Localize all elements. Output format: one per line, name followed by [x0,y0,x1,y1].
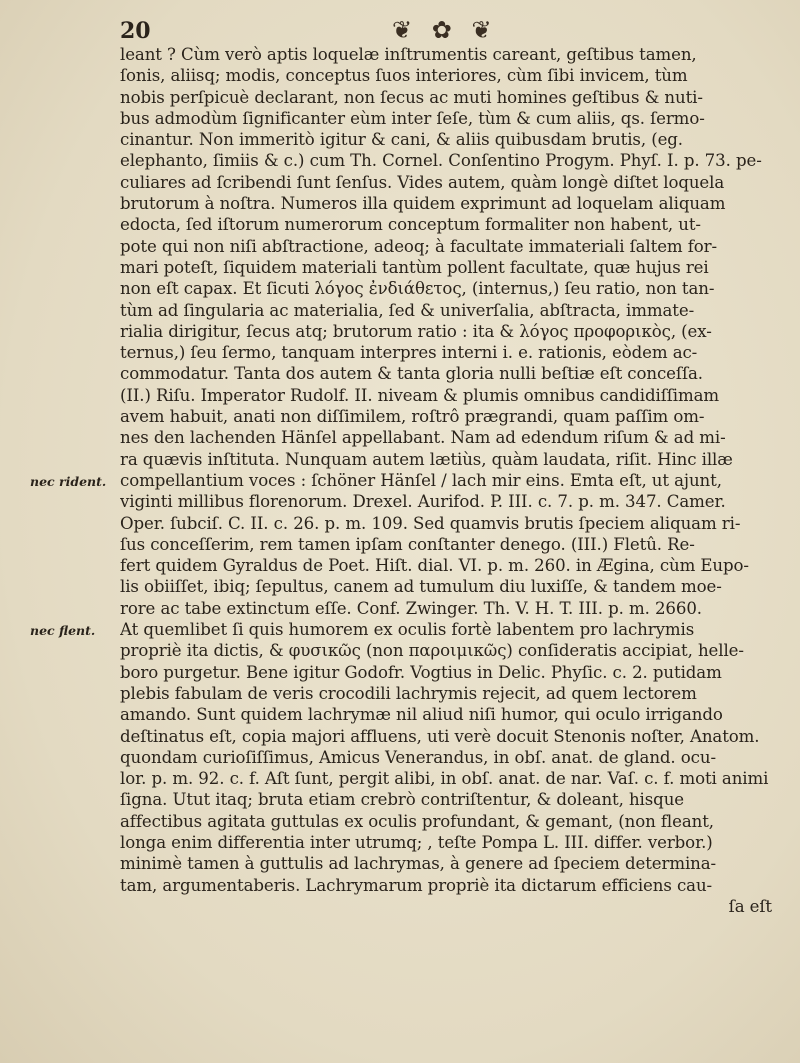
text-line: rialia dirigitur, ſecus atq; brutorum ratio : ita & λόγος προφορικὸς, (ex- [120,321,712,341]
text-line: commodatur. Tanta dos autem & tanta gloria nulli beſtiæ eſt conceſſa. [120,364,703,384]
text-line: (II.) Riſu. Imperator Rudolf. II. niveam & plumis omnibus candidiſſimam [120,385,720,405]
text-line: nobis perſpicuè declarant, non ſecus ac muti homines geſtibus & nuti- [120,87,703,107]
main-text [120,44,772,896]
text-line: tam, argumentaberis. Lachrymarum propriè ita dictarum efficiens cau- [120,875,713,895]
text-line: avem habuit, anati non diſſimilem, roſtrô prægrandi, quam paſſim om- [120,407,705,427]
text-line: ternus,) ſeu ſermo, tanquam interpres interni i. e. rationis, eòdem ac- [120,343,698,363]
text-line: longa enim differentia inter utrumq; , teſte Pompa L. III. differ. verbor.) [120,832,713,852]
text-line: pote qui non niſi abſtractione, adeoq; à facultate immateriali ſaltem for- [120,236,718,256]
page-body [24,44,772,896]
text-line: deſtinatus eſt, copia majori affluens, uti verè docuit Stenonis noſter, Anatom. [120,726,760,746]
text-line: ra quævis inſtituta. Nunquam autem lætiùs, quàm laudata, riſit. Hinc illæ [120,449,733,469]
text-line: tùm ad ſingularia ac materialia, ſed & univerſalia, abſtracta, immate- [120,300,695,320]
text-line: ſonis, aliisq; modis, conceptus ſuos interiores, cùm ſibi invicem, tùm [120,66,688,86]
page-header [24,14,772,44]
text-line: compellantium voces : ſchöner Hänſel / lach mir eins. Emta eſt, ut ajunt, [120,470,722,490]
text-line: brutorum à noſtra. Numeros illa quidem exprimunt ad loquelam aliquam [120,194,726,214]
text-line: ſus conceſſerim, rem tamen ipſam conſtanter denego. (III.) Fletû. Re- [120,534,695,554]
text-line: non eſt capax. Et ſicuti λόγος ἐνδιάθετος, (internus,) ſeu ratio, non tan- [120,279,715,299]
marginal-note: nec rident. [30,474,107,489]
text-line: ſigna. Utut itaq; bruta etiam crebrò contriſtentur, & doleant, hisque [120,790,685,810]
text-line: cinantur. Non immeritò igitur & cani, & aliis quibusdam brutis, (eg. [120,130,683,150]
text-line: rore ac tabe extinctum eſſe. Conf. Zwinger. Th. V. H. T. III. p. m. 2660. [120,598,702,618]
text-line: viginti millibus florenorum. Drexel. Aurifod. P. III. c. 7. p. m. 347. Camer. [120,492,726,512]
margin-column [24,44,120,896]
text-line: boro purgetur. Bene igitur Godofr. Vogtius in Delic. Phyſic. c. 2. putidam [120,662,722,682]
ornament-icon: ❦ ✿ ❦ [392,16,498,44]
text-line: amando. Sunt quidem lachrymæ nil aliud niſi humor, qui oculo irrigando [120,705,723,725]
text-line: leant ? Cùm verò aptis loquelæ inſtrumentis careant, geſtibus tamen, [120,45,697,64]
text-line: lor. p. m. 92. c. f. Aſt ſunt, pergit alibi, in obſ. anat. de nar. Vaſ. c. f. moti animi [120,769,769,789]
catchword: ſa eſt [728,896,772,916]
text-line: elephanto, ſimiis & c.) cum Th. Cornel. Conſentino Progym. Phyſ. I. p. 73. pe- [120,151,762,171]
page-number: 20 [120,18,151,44]
text-line: culiares ad ſcribendi ſunt ſenſus. Vides autem, quàm longè diſtet loquela [120,172,725,192]
text-line: plebis fabulam de veris crocodili lachrymis rejecit, ad quem lectorem [120,683,697,703]
text-line: mari poteſt, ſiquidem materiali tantùm pollent facultate, quæ hujus rei [120,257,709,277]
text-line: edocta, ſed iſtorum numerorum conceptum formaliter non habent, ut- [120,215,701,235]
text-line: affectibus agitata guttulas ex oculis profundant, & gemant, (non fleant, [120,811,714,831]
text-line: quondam curioſiſſimus, Amicus Venerandus, in obſ. anat. de gland. ocu- [120,747,716,767]
text-line: lis obiiſſet, ibiq; ſepultus, canem ad tumulum diu luxiſſe, & tandem moe- [120,577,722,597]
text-line: fert quidem Gyraldus de Poet. Hiſt. dial. VI. p. m. 260. in Ægina, cùm Eupo- [120,556,749,576]
text-line: Oper. ſubciſ. C. II. c. 26. p. m. 109. Sed quamvis brutis ſpeciem aliquam ri- [120,513,741,533]
text-line: bus admodùm ſignificanter eùm inter ſeſe, tùm & cum aliis, qs. ſermo- [120,108,705,128]
marginal-note: nec flent. [30,623,96,639]
text-line: At quemlibet ſi quis humorem ex oculis fortè labentem pro lachrymis [120,620,695,640]
text-line: nes den lachenden Hänſel appellabant. Nam ad edendum riſum & ad mi- [120,428,726,448]
text-line: propriè ita dictis, & φυσικῶς (non παροιμικῶς) conſideratis accipiat, helle- [120,641,744,661]
text-line: minimè tamen à guttulis ad lachrymas, à genere ad ſpeciem determina- [120,854,717,874]
